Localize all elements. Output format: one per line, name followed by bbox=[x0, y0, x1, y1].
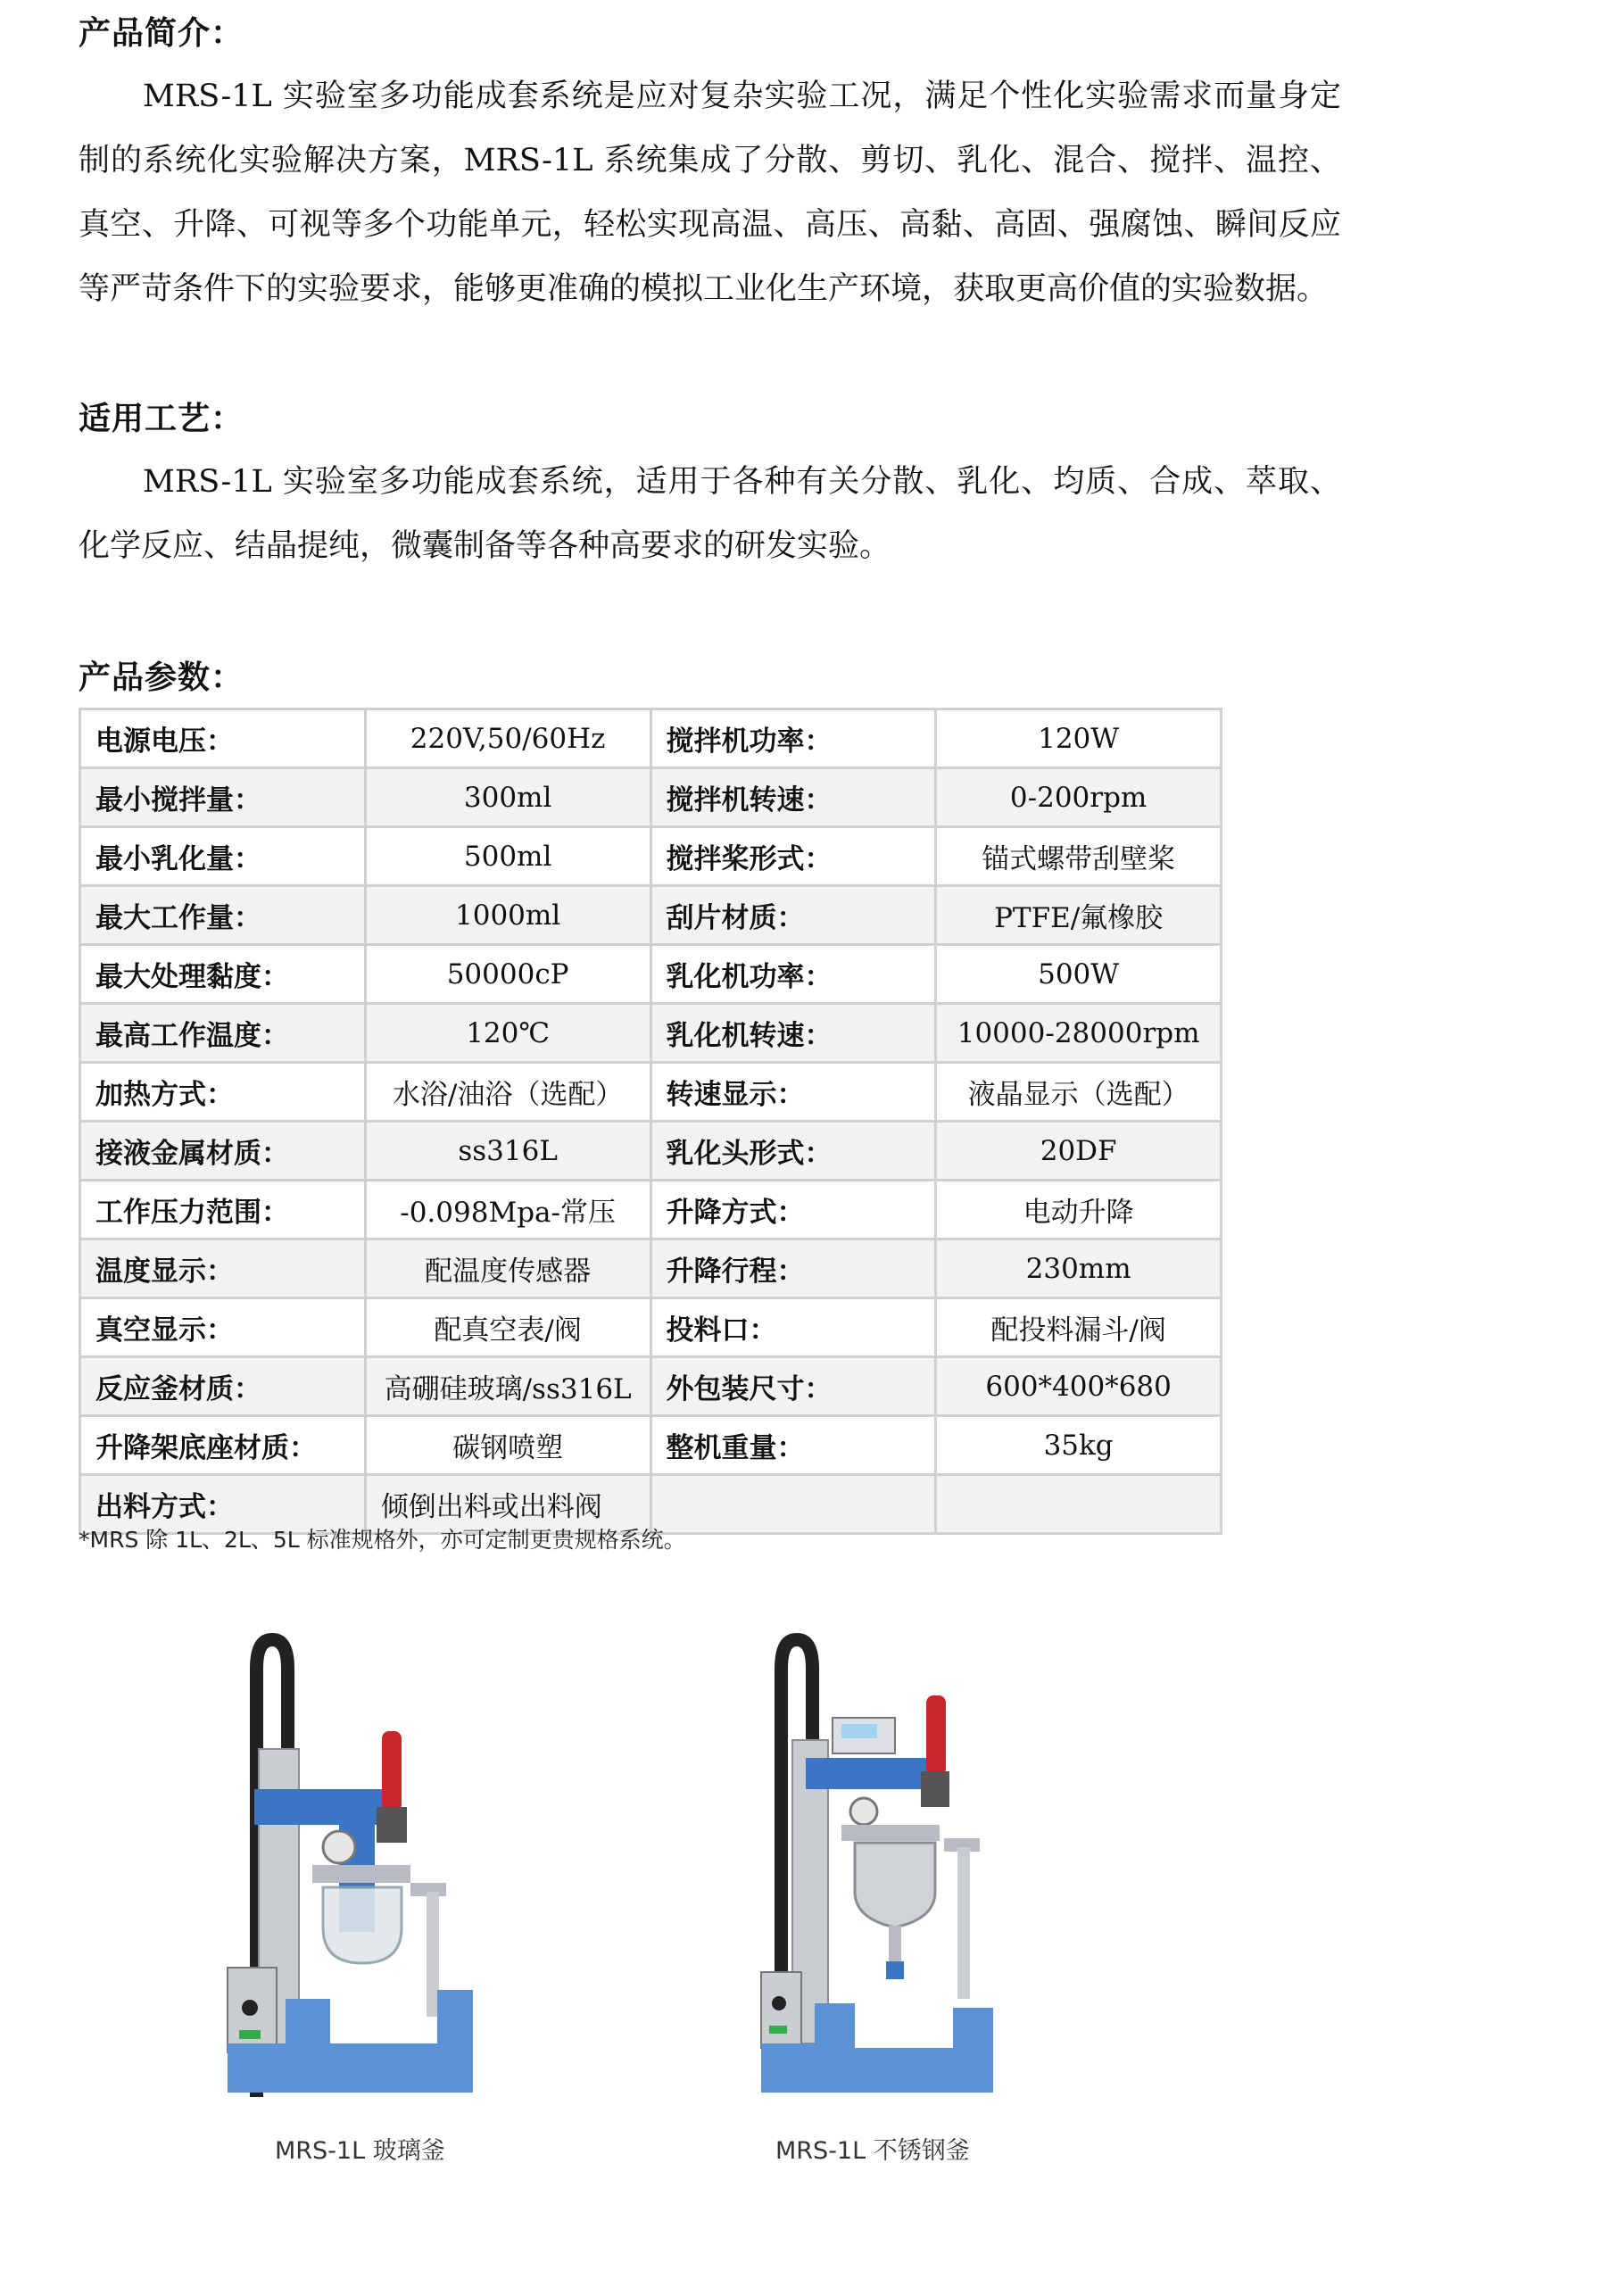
param-label: 最高工作温度： bbox=[80, 1004, 366, 1063]
intro-paragraph: MRS-1L 实验室多功能成套系统是应对复杂实验工况，满足个性化实验需求而量身定制的系统化实验解决方案，MRS-1L 系统集成了分散、剪切、乳化、混合、搅拌、温控、真空、升降、可视等多个功能单元，轻松实现高温、高压、高黏、高固、强腐蚀、瞬间反应等严苛条件下的实验要求，能够更准确的模拟工业化生产环境，获取更高价值的实验数据。 bbox=[79, 79, 1341, 307]
glass-reactor-photo bbox=[223, 1633, 491, 2097]
process-heading: 适用工艺： bbox=[79, 401, 244, 437]
param-label: 搅拌机转速： bbox=[650, 768, 936, 827]
param-label: 乳化机转速： bbox=[650, 1004, 936, 1063]
param-value: 230mm bbox=[936, 1239, 1222, 1298]
param-value: 配真空表/阀 bbox=[365, 1298, 650, 1357]
param-value: 120℃ bbox=[365, 1004, 650, 1063]
param-value: 220V,50/60Hz bbox=[365, 709, 650, 768]
param-value: 水浴/油浴（选配） bbox=[365, 1063, 650, 1122]
param-label: 升降方式： bbox=[650, 1181, 936, 1239]
param-value: 50000cP bbox=[365, 945, 650, 1004]
param-value: ss316L bbox=[365, 1122, 650, 1181]
param-label: 出料方式： bbox=[80, 1475, 366, 1534]
table-row bbox=[80, 886, 1222, 945]
param-value: 碳钢喷塑 bbox=[365, 1416, 650, 1475]
figure-caption-steel: MRS-1L 不锈钢釜 bbox=[775, 2137, 970, 2165]
table-row bbox=[80, 1063, 1222, 1122]
param-label: 刮片材质： bbox=[650, 886, 936, 945]
param-value: 10000-28000rpm bbox=[936, 1004, 1222, 1063]
intro-heading: 产品简介： bbox=[79, 15, 244, 52]
param-label: 最大工作量： bbox=[80, 886, 366, 945]
param-value: 倾倒出料或出料阀 bbox=[365, 1475, 650, 1534]
param-value: 1000ml bbox=[365, 886, 650, 945]
param-label: 温度显示： bbox=[80, 1239, 366, 1298]
param-label: 转速显示： bbox=[650, 1063, 936, 1122]
table-row bbox=[80, 768, 1222, 827]
param-label: 工作压力范围： bbox=[80, 1181, 366, 1239]
spec-note: *MRS 除 1L、2L、5L 标准规格外，亦可定制更贵规格系统。 bbox=[79, 1527, 686, 1553]
param-value: -0.098Mpa-常压 bbox=[365, 1181, 650, 1239]
param-value: 锚式螺带刮壁桨 bbox=[936, 827, 1222, 886]
param-label: 最小搅拌量： bbox=[80, 768, 366, 827]
param-label: 搅拌机功率： bbox=[650, 709, 936, 768]
param-label: 最小乳化量： bbox=[80, 827, 366, 886]
table-row bbox=[80, 1004, 1222, 1063]
params-table bbox=[79, 708, 1222, 1535]
param-label: 乳化机功率： bbox=[650, 945, 936, 1004]
param-value: 配温度传感器 bbox=[365, 1239, 650, 1298]
param-label: 真空显示： bbox=[80, 1298, 366, 1357]
param-label bbox=[650, 1475, 936, 1534]
param-label: 升降行程： bbox=[650, 1239, 936, 1298]
table-row bbox=[80, 1357, 1222, 1416]
table-row bbox=[80, 827, 1222, 886]
param-label: 加热方式： bbox=[80, 1063, 366, 1122]
params-heading: 产品参数： bbox=[79, 659, 244, 696]
param-value: 配投料漏斗/阀 bbox=[936, 1298, 1222, 1357]
param-value: 120W bbox=[936, 709, 1222, 768]
param-value bbox=[936, 1475, 1222, 1534]
process-paragraph: MRS-1L 实验室多功能成套系统，适用于各种有关分散、乳化、均质、合成、萃取、化学反应、结晶提纯，微囊制备等各种高要求的研发实验。 bbox=[79, 464, 1341, 564]
table-row bbox=[80, 945, 1222, 1004]
param-label: 升降架底座材质： bbox=[80, 1416, 366, 1475]
steel-reactor-photo bbox=[757, 1633, 1007, 2097]
figure-caption-glass: MRS-1L 玻璃釜 bbox=[275, 2137, 445, 2165]
table-row bbox=[80, 1298, 1222, 1357]
param-label: 乳化头形式： bbox=[650, 1122, 936, 1181]
table-row bbox=[80, 1181, 1222, 1239]
param-value: 500W bbox=[936, 945, 1222, 1004]
param-value: PTFE/氟橡胶 bbox=[936, 886, 1222, 945]
param-value: 35kg bbox=[936, 1416, 1222, 1475]
table-row bbox=[80, 1416, 1222, 1475]
param-label: 整机重量： bbox=[650, 1416, 936, 1475]
table-row bbox=[80, 709, 1222, 768]
param-value: 600*400*680 bbox=[936, 1357, 1222, 1416]
param-value: 500ml bbox=[365, 827, 650, 886]
param-value: 高硼硅玻璃/ss316L bbox=[365, 1357, 650, 1416]
param-label: 最大处理黏度： bbox=[80, 945, 366, 1004]
param-value: 0-200rpm bbox=[936, 768, 1222, 827]
param-label: 外包装尺寸： bbox=[650, 1357, 936, 1416]
param-value: 电动升降 bbox=[936, 1181, 1222, 1239]
table-row bbox=[80, 1239, 1222, 1298]
param-label: 电源电压： bbox=[80, 709, 366, 768]
param-value: 300ml bbox=[365, 768, 650, 827]
param-label: 反应釜材质： bbox=[80, 1357, 366, 1416]
param-label: 接液金属材质： bbox=[80, 1122, 366, 1181]
param-value: 20DF bbox=[936, 1122, 1222, 1181]
table-row bbox=[80, 1122, 1222, 1181]
param-label: 搅拌桨形式： bbox=[650, 827, 936, 886]
param-value: 液晶显示（选配） bbox=[936, 1063, 1222, 1122]
param-label: 投料口： bbox=[650, 1298, 936, 1357]
